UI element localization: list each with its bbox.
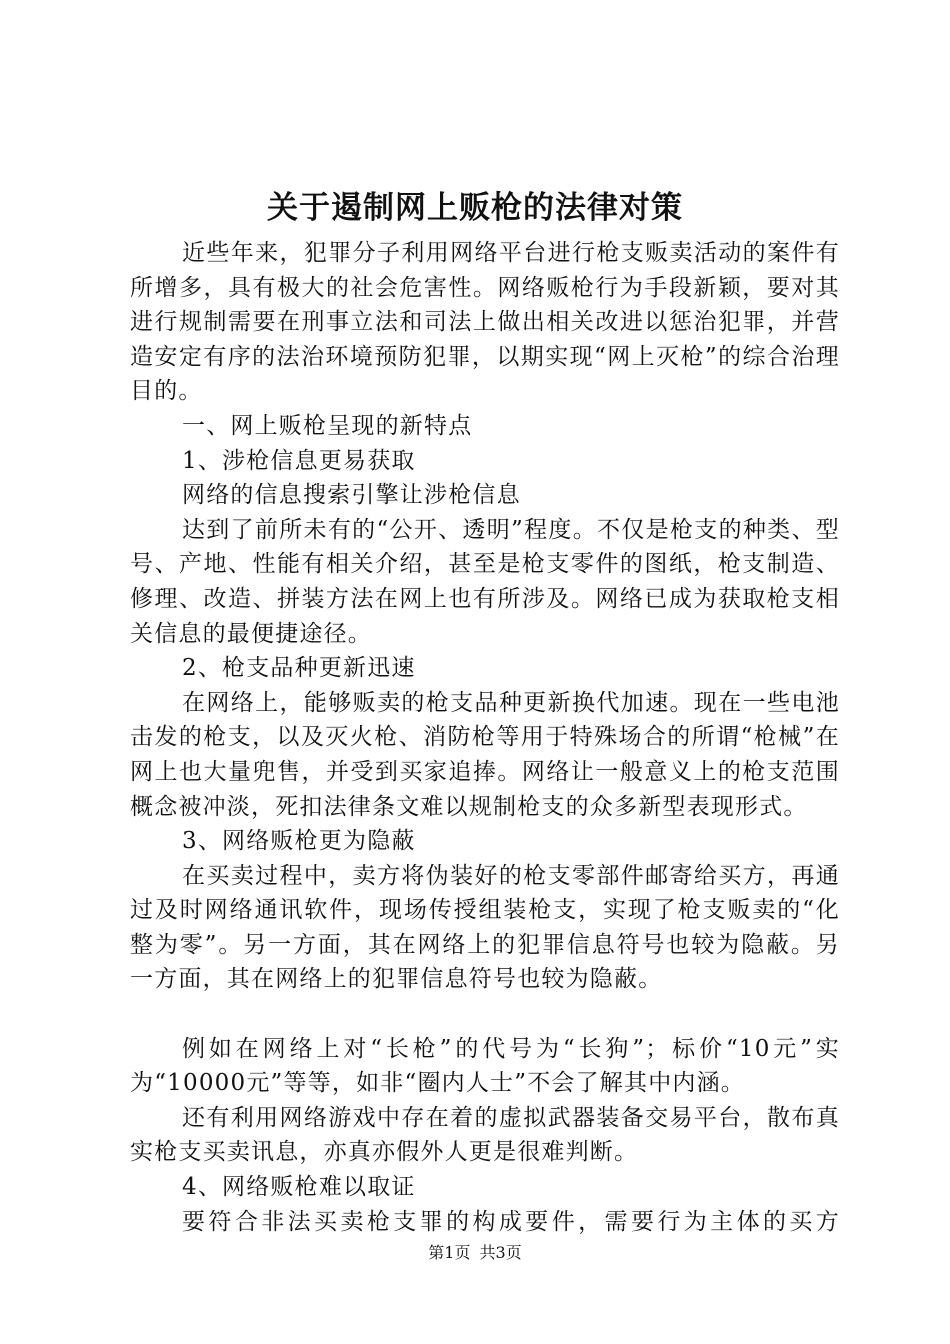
paragraph-virtual-platform: 还有利用网络游戏中存在着的虚拟武器装备交易平台，散布真实枪支买卖讯息，亦真亦假外人更是很难判断。 [130,1104,840,1166]
blank-line [130,997,840,1032]
document-title: 关于遏制网上贩枪的法律对策 [267,190,683,226]
page-number: 第1页 [428,1243,471,1262]
subheading-2: 2、枪支品种更新迅速 [182,655,416,682]
subheading-3: 3、网络贩枪更为隐蔽 [182,828,416,855]
subheading-1: 1、涉枪信息更易获取 [182,447,416,474]
paragraph-search-engine: 网络的信息搜索引擎让涉枪信息 [182,482,521,509]
paragraph-info-access: 达到了前所未有的“公开、透明”程度。不仅是枪支的种类、型号、产地、性能有相关介绍，甚至是枪支零件的图纸，枪支制造、修理、改造、拼装方法在网上也有所涉及。网络已成为获取枪支相关信息的最便捷途径。 [130,516,840,647]
document-body [130,236,840,1239]
page-footer [0,1242,950,1264]
paragraph-gun-types: 在网络上，能够贩卖的枪支品种更新换代加速。现在一些电池击发的枪支，以及灭火枪、消防枪等用于特殊场合的所谓“枪械”在网上也大量兜售，并受到买家追捧。网络让一般意义上的枪支范围概念被冲淡，死扣法律条文难以规制枪支的众多新型表现形式。 [130,689,840,820]
paragraph-code-words: 例如在网络上对“长枪”的代号为“长狗”；标价“10元”实为“10000元”等等，如非“圈内人士”不会了解其中内涵。 [130,1035,840,1097]
paragraph-concealment: 在买卖过程中，卖方将伪装好的枪支零部件邮寄给买方，再通过及时网络通讯软件，现场传授组装枪支，实现了枪支贩卖的“化整为零”。另一方面，其在网络上的犯罪信息符号也较为隐蔽。另一方面，其在网络上的犯罪信息符号也较为隐蔽。 [130,862,840,993]
section-heading-1: 一、网上贩枪呈现的新特点 [182,412,473,439]
paragraph-intro: 近些年来，犯罪分子利用网络平台进行枪支贩卖活动的案件有所增多，具有极大的社会危害性。网络贩枪行为手段新颖，要对其进行规制需要在刑事立法和司法上做出相关改进以惩治犯罪，并营造安定有序的法治环境预防犯罪，以期实现“网上灭枪”的综合治理目的。 [130,240,840,405]
page-total: 共3页 [479,1243,522,1262]
subheading-4: 4、网络贩枪难以取证 [182,1174,416,1201]
paragraph-evidence: 要符合非法买卖枪支罪的构成要件，需要行为主体的买方 [182,1208,840,1235]
